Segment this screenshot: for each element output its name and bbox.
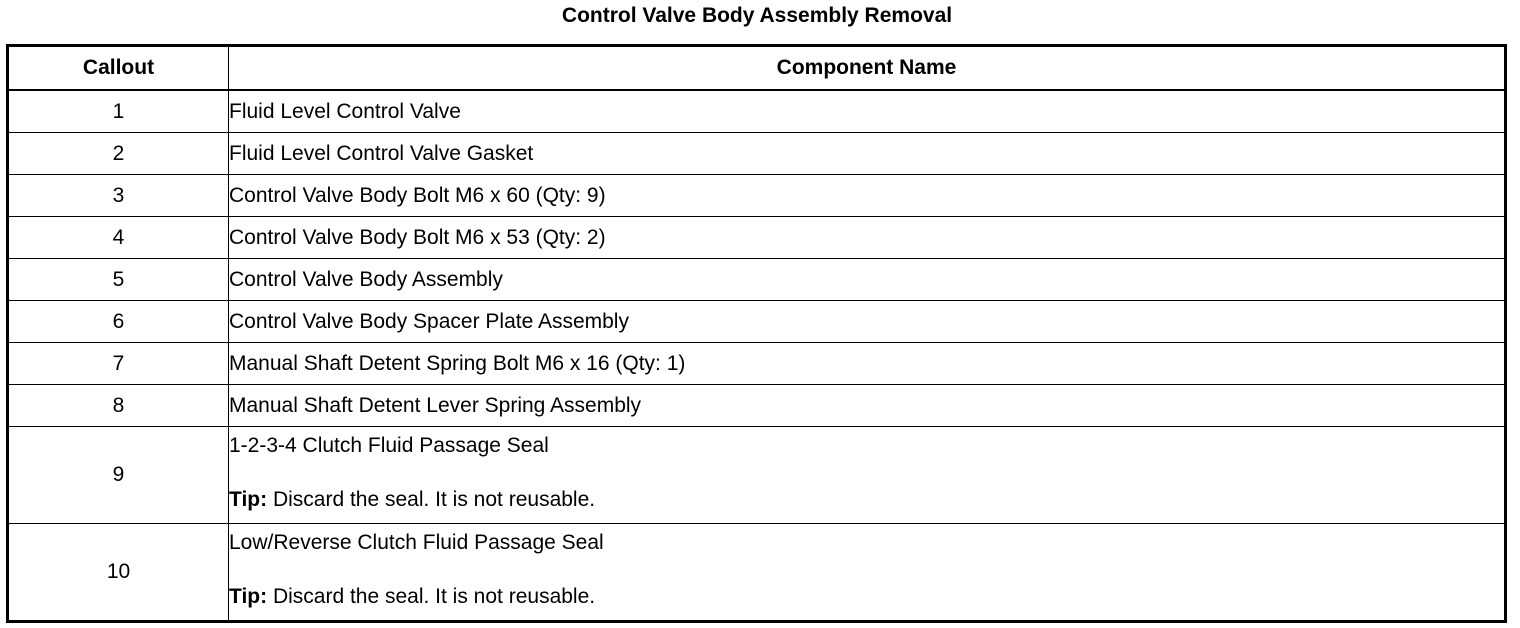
component-name-cell: Control Valve Body Bolt M6 x 60 (Qty: 9) xyxy=(229,175,1506,217)
table-header-row xyxy=(8,46,1506,91)
tip-label: Tip: xyxy=(229,585,268,608)
component-name-column-header: Component Name xyxy=(229,46,1506,91)
table-row xyxy=(8,133,1506,175)
component-name-cell: Control Valve Body Bolt M6 x 53 (Qty: 2) xyxy=(229,217,1506,259)
callout-cell: 2 xyxy=(8,133,229,175)
table-row xyxy=(8,175,1506,217)
table-row xyxy=(8,343,1506,385)
tip-label: Tip: xyxy=(229,488,268,511)
callout-cell: 9 xyxy=(8,427,229,524)
table-row xyxy=(8,524,1506,622)
component-name-cell: Control Valve Body Assembly xyxy=(229,259,1506,301)
callout-cell: 6 xyxy=(8,301,229,343)
tip-text: Discard the seal. It is not reusable. xyxy=(267,488,596,511)
callout-column-header: Callout xyxy=(8,46,229,91)
callout-cell: 1 xyxy=(8,90,229,133)
component-name-cell: Fluid Level Control Valve xyxy=(229,90,1506,133)
table-row xyxy=(8,259,1506,301)
table-row xyxy=(8,427,1506,524)
table-row xyxy=(8,385,1506,427)
page-title: Control Valve Body Assembly Removal xyxy=(561,4,953,27)
component-name-text: Low/Reverse Clutch Fluid Passage Seal xyxy=(229,531,604,554)
component-name-cell: Manual Shaft Detent Lever Spring Assembly xyxy=(229,385,1506,427)
callout-cell: 5 xyxy=(8,259,229,301)
callout-cell: 3 xyxy=(8,175,229,217)
callout-cell: 8 xyxy=(8,385,229,427)
callout-cell: 7 xyxy=(8,343,229,385)
callout-cell: 10 xyxy=(8,524,229,622)
callout-cell: 4 xyxy=(8,217,229,259)
tip-note xyxy=(229,489,1504,511)
table-row xyxy=(8,217,1506,259)
component-name-cell: Fluid Level Control Valve Gasket xyxy=(229,133,1506,175)
table-row xyxy=(8,90,1506,133)
component-name-cell xyxy=(229,524,1506,622)
components-table xyxy=(6,44,1507,623)
component-name-cell xyxy=(229,427,1506,524)
tip-note xyxy=(229,586,1504,608)
component-name-cell: Manual Shaft Detent Spring Bolt M6 x 16 (Qty: 1) xyxy=(229,343,1506,385)
tip-text: Discard the seal. It is not reusable. xyxy=(267,585,596,608)
component-name-cell: Control Valve Body Spacer Plate Assembly xyxy=(229,301,1506,343)
component-name-text: 1-2-3-4 Clutch Fluid Passage Seal xyxy=(229,434,549,457)
table-row xyxy=(8,301,1506,343)
